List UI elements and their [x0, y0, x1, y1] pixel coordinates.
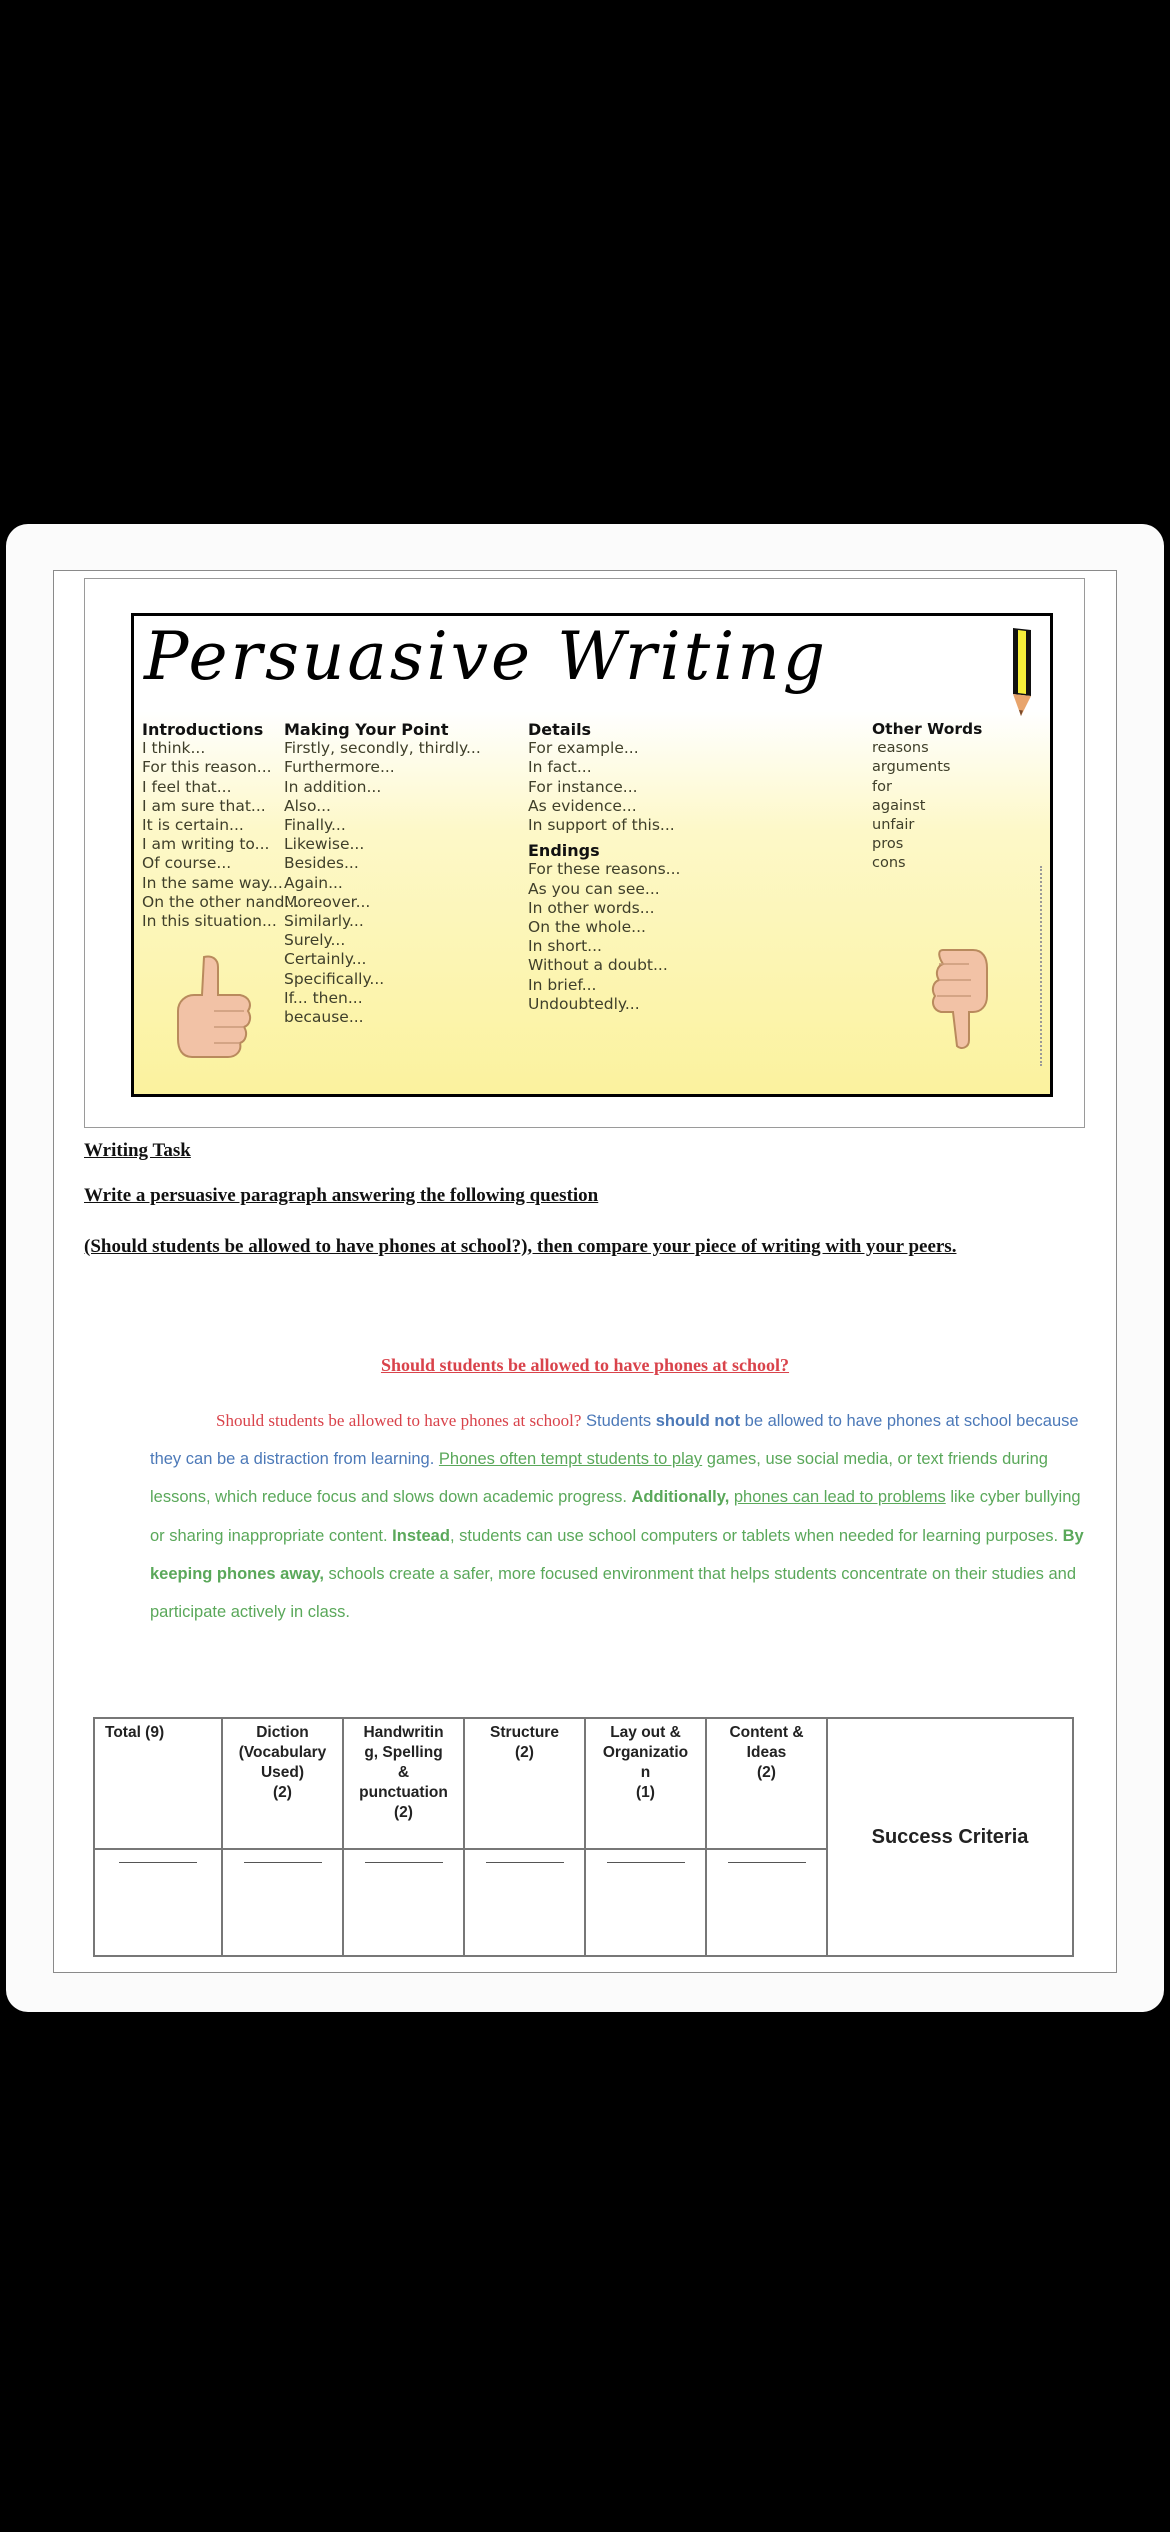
phrase: I think... [142, 739, 206, 758]
essay-text: be allowed to have phones at school because they can be a distraction from learning. [150, 1412, 1079, 1469]
column-heading: Introductions [142, 720, 264, 739]
header-text: (2) [394, 1804, 413, 1821]
phrase: In other words... [528, 898, 655, 917]
task-instruction: Write a persuasive paragraph answering the following question [84, 1185, 599, 1206]
header-text: Diction [256, 1724, 309, 1741]
header-text: (1) [636, 1784, 655, 1801]
header-text: Total (9) [105, 1724, 165, 1741]
phrase: I feel that... [142, 777, 232, 796]
phrase: As you can see... [528, 879, 660, 898]
phrase: For instance... [528, 777, 638, 796]
header-text: Handwritin [363, 1724, 444, 1741]
phrase: Firstly, secondly, thirdly... [284, 739, 481, 758]
making-your-point-column [284, 720, 481, 1027]
essay-text: Phones often tempt students to play [438, 1450, 703, 1469]
details-column [528, 720, 680, 1014]
score-diction-field[interactable] [222, 1849, 343, 1956]
header-text: & [397, 1764, 410, 1781]
header-text: punctuation [359, 1784, 448, 1801]
score-total-field[interactable] [94, 1849, 222, 1956]
essay-text: schools create a safer, more focused environment that helps students concentrate on their studies and participate actively in class. [150, 1564, 1077, 1622]
phrase: Specifically... [284, 969, 385, 988]
thumbs-down-icon [929, 946, 989, 1051]
header-content [706, 1718, 827, 1849]
phrase: For example... [528, 739, 639, 758]
success-criteria: Success Criteria [827, 1718, 1073, 1956]
phrase: In this situation... [142, 912, 277, 931]
introductions-column [142, 720, 299, 931]
phrase: For this reason... [142, 758, 272, 777]
endings-heading: Endings [528, 841, 600, 861]
word: pros [872, 836, 904, 853]
phrase: Certainly... [284, 950, 367, 969]
phrase: On the whole... [528, 918, 646, 937]
copyright-watermark [1040, 866, 1046, 1066]
column-heading: Making Your Point [284, 720, 449, 739]
phrase: In support of this... [528, 816, 675, 835]
header-handwriting [343, 1718, 464, 1849]
phrase: Undoubtedly... [528, 994, 640, 1013]
header-text: Content & [729, 1724, 804, 1741]
phrase: because... [284, 1008, 364, 1027]
phrase: On the other nand... [142, 892, 300, 911]
header-text: (Vocabulary [238, 1744, 327, 1761]
phrase: In fact... [528, 758, 592, 777]
phrase: Again... [284, 873, 343, 892]
word: against [872, 797, 926, 814]
essay-text: Additionally, [631, 1488, 730, 1507]
phrase: Besides... [284, 854, 359, 873]
writing-task-heading: Writing Task [84, 1140, 191, 1161]
header-layout [585, 1718, 706, 1849]
header-text: Used) [260, 1764, 305, 1781]
essay-title: Should students be allowed to have phones at school? [380, 1355, 790, 1375]
phrase: In addition... [284, 777, 382, 796]
header-text: g, Spelling [364, 1744, 443, 1761]
task-question: (Should students be allowed to have phones at school?), then compare your piece of writing with your peers. [84, 1236, 957, 1257]
header-text: n [640, 1764, 651, 1781]
phrase: Of course... [142, 854, 232, 873]
header-structure [464, 1718, 585, 1849]
column-heading: Details [528, 720, 592, 739]
essay-text: phones can lead to problems [733, 1488, 946, 1507]
phrase: Also... [284, 796, 331, 815]
phrase: I am sure that... [142, 796, 266, 815]
essay-text: By keeping phones away, [150, 1526, 1084, 1583]
phrase: As evidence... [528, 796, 637, 815]
header-total [94, 1718, 222, 1849]
phrase: Furthermore... [284, 758, 395, 777]
phrase: It is certain... [142, 816, 244, 835]
word: for [872, 778, 892, 795]
phrase: Similarly... [284, 912, 364, 931]
pencil-icon [1010, 628, 1034, 718]
phrase: Finally... [284, 816, 346, 835]
phrase: For these reasons... [528, 860, 681, 879]
header-text: Lay out & [610, 1724, 681, 1741]
word: cons [872, 855, 906, 872]
phrase: Likewise... [284, 835, 365, 854]
header-text: Ideas [746, 1744, 787, 1761]
essay-text: Instead [392, 1526, 450, 1545]
header-text: (2) [757, 1764, 776, 1781]
essay-text: like cyber bullying or sharing inappropriate content. [150, 1488, 1081, 1545]
score-structure-field[interactable] [464, 1849, 585, 1956]
persuasive-writing-poster [131, 613, 1053, 1097]
column-heading: Other Words [872, 720, 983, 738]
phrase: In brief... [528, 975, 597, 994]
score-handwriting-field[interactable] [343, 1849, 464, 1956]
header-text: (2) [515, 1744, 534, 1761]
essay-paragraph [150, 1402, 1085, 1631]
essay-question: Should students be allowed to have phones at school? [216, 1411, 582, 1430]
word: arguments [872, 759, 951, 776]
phrase: If... then... [284, 988, 363, 1007]
essay-text: games, use social media, or text friends during lessons, which reduce focus and slows down academic progress. [150, 1450, 1048, 1507]
header-diction [222, 1718, 343, 1849]
word: unfair [872, 817, 915, 834]
rubric-table [93, 1717, 1074, 1957]
phrase: I am writing to... [142, 835, 270, 854]
rubric-header-row [94, 1718, 1073, 1849]
phrase: Moreover... [284, 892, 371, 911]
header-text: Organizatio [602, 1744, 689, 1761]
thumbs-up-icon [174, 951, 254, 1061]
poster-title: Persuasive Writing [144, 618, 828, 695]
score-layout-field[interactable] [585, 1849, 706, 1956]
phrase: Without a doubt... [528, 956, 668, 975]
other-words-column [872, 720, 982, 874]
essay-text: , students can use school computers or tablets when needed for learning purposes. [449, 1526, 1063, 1545]
essay-text: Students [581, 1412, 656, 1430]
score-content-field[interactable] [706, 1849, 827, 1956]
header-text: (2) [273, 1784, 292, 1801]
phrase: In the same way... [142, 873, 283, 892]
phrase: In short... [528, 937, 602, 956]
phrase: Surely... [284, 931, 346, 950]
essay-text: should not [655, 1412, 741, 1430]
header-text: Structure [490, 1724, 559, 1741]
word: reasons [872, 740, 929, 757]
